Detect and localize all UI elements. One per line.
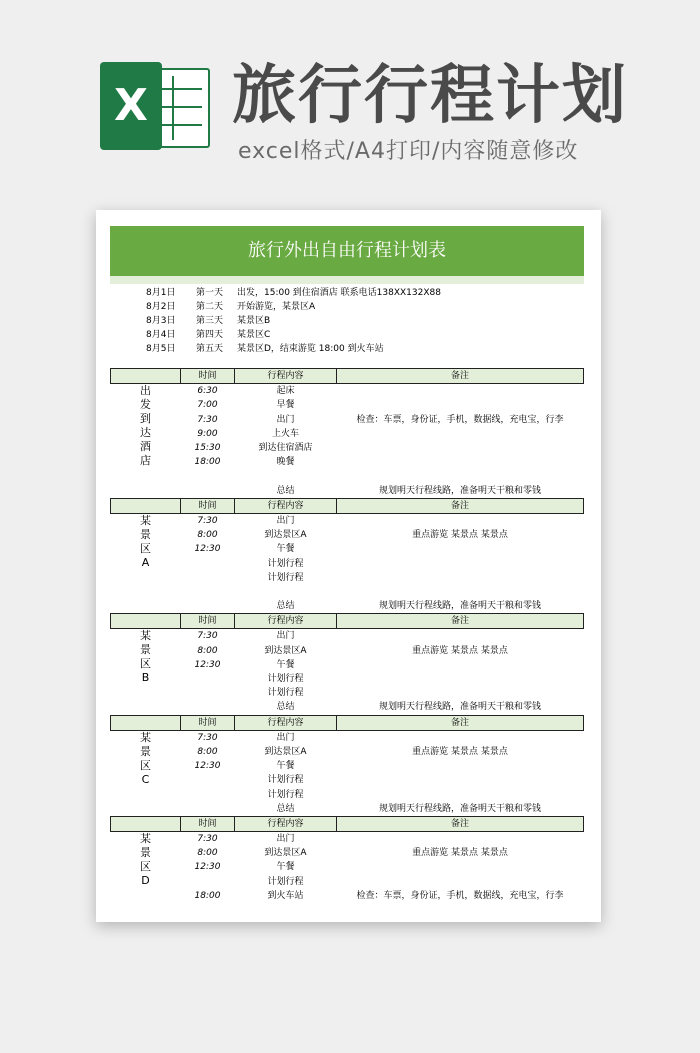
summary-text: 开始游览，某景区A <box>237 302 316 312</box>
header-time: 时间 <box>181 715 235 730</box>
section-label-char: 景 <box>140 643 151 657</box>
header-content: 行程内容 <box>235 498 337 513</box>
time-cell: 6:30 <box>197 386 218 397</box>
summary-day: 第二天 <box>196 302 224 312</box>
remark-cell: 重点游览 某景点 某景点 <box>412 746 508 757</box>
section-label-char: B <box>141 671 150 685</box>
summary-row <box>140 300 560 314</box>
header-remark: 备注 <box>337 715 584 730</box>
header-content: 行程内容 <box>235 369 337 384</box>
table-row <box>111 413 584 427</box>
header-time: 时间 <box>181 614 235 629</box>
time-cell: 7:30 <box>197 414 218 425</box>
content-cell: 到达景区A <box>264 746 307 757</box>
remark-cell <box>337 398 584 412</box>
table-row <box>111 542 584 556</box>
time-cell: 7:00 <box>197 400 218 411</box>
table-row <box>111 528 584 542</box>
summary-text: 某景区D，结束游览 18:00 到火车站 <box>237 344 384 354</box>
content-cell: 计划行程 <box>267 789 304 800</box>
summary-day: 第四天 <box>196 330 224 340</box>
summary-text: 某景区C <box>237 330 271 340</box>
section-label-char: D <box>141 874 150 887</box>
table-row <box>111 644 584 658</box>
time-cell: 15:30 <box>194 443 221 454</box>
section-label <box>111 629 181 715</box>
promo-header <box>0 0 700 200</box>
time-cell: 8:00 <box>197 645 218 656</box>
section-label-char: 区 <box>140 541 151 555</box>
table-row <box>111 787 584 801</box>
time-cell <box>181 686 235 700</box>
table-row <box>111 585 584 599</box>
content-cell: 总结 <box>276 702 295 713</box>
table-row <box>111 599 584 614</box>
time-cell <box>181 599 235 614</box>
excel-logo-icon <box>100 62 208 150</box>
content-cell: 出门 <box>276 631 295 642</box>
table-row <box>111 556 584 570</box>
remark-cell <box>337 585 584 599</box>
time-cell: 9:00 <box>197 428 218 439</box>
time-cell <box>181 773 235 787</box>
table-row <box>111 686 584 700</box>
content-cell: 出门 <box>276 515 295 526</box>
table-row <box>111 730 584 745</box>
table-row <box>111 832 584 847</box>
section-label-char: 酒 <box>140 440 151 454</box>
section-label <box>111 730 181 816</box>
remark-cell <box>337 832 584 847</box>
content-cell: 晚餐 <box>276 457 295 468</box>
time-cell: 7:30 <box>197 834 218 845</box>
summary-day: 第一天 <box>196 288 224 298</box>
remark-cell: 规划明天行程线路，准备明天干粮和零钱 <box>378 485 541 496</box>
content-cell <box>235 585 337 599</box>
content-cell: 计划行程 <box>267 558 304 569</box>
section-label-char: 景 <box>140 744 151 758</box>
excel-logo-letter: X <box>100 62 162 150</box>
summary-row <box>140 314 560 328</box>
table-row <box>111 700 584 715</box>
time-cell: 18:00 <box>194 457 221 468</box>
remark-cell: 检查：车票，身份证，手机，数据线，充电宝，行李 <box>356 414 564 425</box>
section-label-char: 区 <box>140 860 151 873</box>
section-label <box>111 513 181 613</box>
remark-cell <box>337 658 584 672</box>
content-cell: 计划行程 <box>267 674 304 685</box>
table-row <box>111 427 584 441</box>
header-remark: 备注 <box>337 614 584 629</box>
content-cell: 计划行程 <box>267 775 304 786</box>
remark-cell: 规划明天行程线路，准备明天干粮和零钱 <box>378 601 541 612</box>
content-cell: 午餐 <box>276 659 295 670</box>
time-cell: 12:30 <box>194 761 221 772</box>
table-row <box>111 773 584 787</box>
time-cell <box>181 556 235 570</box>
remark-cell <box>337 384 584 399</box>
content-cell: 到火车站 <box>267 890 304 901</box>
remark-cell <box>337 571 584 585</box>
remark-cell <box>337 730 584 745</box>
table-row <box>111 889 584 903</box>
section-label-char: 某 <box>140 730 151 744</box>
remark-cell <box>337 875 584 889</box>
header-content: 行程内容 <box>235 614 337 629</box>
content-cell: 计划行程 <box>267 876 304 887</box>
content-cell: 计划行程 <box>267 572 304 583</box>
remark-cell <box>337 686 584 700</box>
remark-cell <box>337 542 584 556</box>
header-content: 行程内容 <box>235 816 337 831</box>
remark-cell <box>337 441 584 455</box>
header-time: 时间 <box>181 816 235 831</box>
sheet-title: 旅行外出自由行程计划表 <box>110 226 584 276</box>
section-label-char: 景 <box>140 527 151 541</box>
table-row <box>111 860 584 874</box>
remark-cell <box>337 629 584 644</box>
content-cell: 总结 <box>276 485 295 496</box>
time-cell <box>181 585 235 599</box>
time-cell <box>181 700 235 715</box>
time-cell: 18:00 <box>194 890 221 901</box>
header-blank <box>111 816 181 831</box>
remark-cell <box>337 860 584 874</box>
content-cell: 起床 <box>276 386 295 397</box>
content-cell: 出门 <box>276 834 295 845</box>
remark-cell <box>337 773 584 787</box>
content-cell: 计划行程 <box>267 688 304 699</box>
content-cell <box>235 469 337 483</box>
header-remark: 备注 <box>337 816 584 831</box>
content-cell: 午餐 <box>276 862 295 873</box>
summary-row <box>140 342 560 356</box>
table-row <box>111 658 584 672</box>
header-blank <box>111 498 181 513</box>
remark-cell: 重点游览 某景点 某景点 <box>412 530 508 541</box>
time-cell <box>181 469 235 483</box>
time-cell: 7:30 <box>197 631 218 642</box>
remark-cell <box>337 672 584 686</box>
time-cell: 12:30 <box>194 659 221 670</box>
banner-divider <box>110 276 584 284</box>
section-label-char: C <box>141 772 150 786</box>
content-cell: 早餐 <box>276 400 295 411</box>
table-row <box>111 759 584 773</box>
summary-date: 8月5日 <box>146 344 176 354</box>
time-cell <box>181 802 235 817</box>
section-label <box>111 384 181 499</box>
time-cell: 12:30 <box>194 544 221 555</box>
remark-cell: 重点游览 某景点 某景点 <box>412 848 508 859</box>
table-row <box>111 513 584 528</box>
table-row <box>111 745 584 759</box>
section-label-char: 某 <box>140 832 151 845</box>
section-label-char: 区 <box>140 758 151 772</box>
time-cell <box>181 571 235 585</box>
time-cell <box>181 875 235 889</box>
content-cell: 到达景区A <box>264 530 307 541</box>
content-cell: 出门 <box>276 414 295 425</box>
time-cell: 8:00 <box>197 530 218 541</box>
time-cell <box>181 787 235 801</box>
section-label-char: 店 <box>140 454 151 468</box>
time-cell: 7:30 <box>197 515 218 526</box>
table-row <box>111 672 584 686</box>
table-row <box>111 846 584 860</box>
table-row <box>111 875 584 889</box>
header-blank <box>111 715 181 730</box>
table-row <box>111 802 584 817</box>
content-cell: 总结 <box>276 601 295 612</box>
table-row <box>111 384 584 399</box>
table-row <box>111 629 584 644</box>
summary-text: 某景区B <box>237 316 271 326</box>
table-row <box>111 469 584 483</box>
table-header-row <box>111 614 584 629</box>
remark-cell: 重点游览 某景点 某景点 <box>412 645 508 656</box>
summary-day: 第三天 <box>196 316 224 326</box>
table-row <box>111 571 584 585</box>
header-content: 行程内容 <box>235 715 337 730</box>
header-remark: 备注 <box>337 498 584 513</box>
table-header-row <box>111 715 584 730</box>
time-cell <box>181 484 235 499</box>
table-header-row <box>111 369 584 384</box>
time-cell: 12:30 <box>194 862 221 873</box>
table-row <box>111 441 584 455</box>
table-header-row <box>111 816 584 831</box>
content-cell: 到达景区A <box>264 645 307 656</box>
content-cell: 到达景区A <box>264 848 307 859</box>
summary-row <box>140 286 560 300</box>
page-title: 旅行行程计划 <box>232 59 628 133</box>
content-cell: 出门 <box>276 732 295 743</box>
summary-date: 8月3日 <box>146 316 176 326</box>
summary-row <box>140 328 560 342</box>
table-row <box>111 455 584 469</box>
section-label-char: 出 <box>140 384 151 398</box>
header-remark: 备注 <box>337 369 584 384</box>
content-cell: 到达住宿酒店 <box>258 443 313 454</box>
summary-day: 第五天 <box>196 344 224 354</box>
content-cell: 午餐 <box>276 761 295 772</box>
time-cell <box>181 672 235 686</box>
summary-date: 8月2日 <box>146 302 176 312</box>
section-label <box>111 832 181 903</box>
section-label-char: 某 <box>140 513 151 527</box>
time-cell: 8:00 <box>197 746 218 757</box>
header-time: 时间 <box>181 369 235 384</box>
section-label-char: A <box>141 555 150 569</box>
content-cell: 总结 <box>276 803 295 814</box>
summary-date: 8月1日 <box>146 288 176 298</box>
header-blank <box>111 614 181 629</box>
remark-cell: 检查：车票，身份证，手机，数据线，充电宝，行李 <box>356 890 564 901</box>
summary-date: 8月4日 <box>146 330 176 340</box>
header-time: 时间 <box>181 498 235 513</box>
page-subtitle: excel格式/A4打印/内容随意修改 <box>238 139 579 164</box>
time-cell: 7:30 <box>197 732 218 743</box>
section-label-char: 区 <box>140 657 151 671</box>
remark-cell <box>337 469 584 483</box>
schedule-table <box>110 368 584 903</box>
spreadsheet-page <box>96 210 601 922</box>
section-label-char: 某 <box>140 629 151 643</box>
section-label-char: 景 <box>140 846 151 859</box>
time-cell: 8:00 <box>197 848 218 859</box>
remark-cell <box>337 759 584 773</box>
itinerary-summary <box>140 286 560 356</box>
table-row <box>111 484 584 499</box>
section-label-char: 发 <box>140 398 151 412</box>
remark-cell <box>337 556 584 570</box>
table-row <box>111 398 584 412</box>
header-blank <box>111 369 181 384</box>
remark-cell <box>337 455 584 469</box>
remark-cell: 规划明天行程线路，准备明天干粮和零钱 <box>378 702 541 713</box>
remark-cell: 规划明天行程线路，准备明天干粮和零钱 <box>378 803 541 814</box>
content-cell: 上火车 <box>271 428 299 439</box>
table-header-row <box>111 498 584 513</box>
section-label-char: 达 <box>140 426 151 440</box>
section-label-char: 到 <box>140 412 151 426</box>
remark-cell <box>337 787 584 801</box>
summary-text: 出发，15:00 到住宿酒店 联系电话138XX132X88 <box>237 288 441 298</box>
remark-cell <box>337 513 584 528</box>
remark-cell <box>337 427 584 441</box>
content-cell: 午餐 <box>276 544 295 555</box>
